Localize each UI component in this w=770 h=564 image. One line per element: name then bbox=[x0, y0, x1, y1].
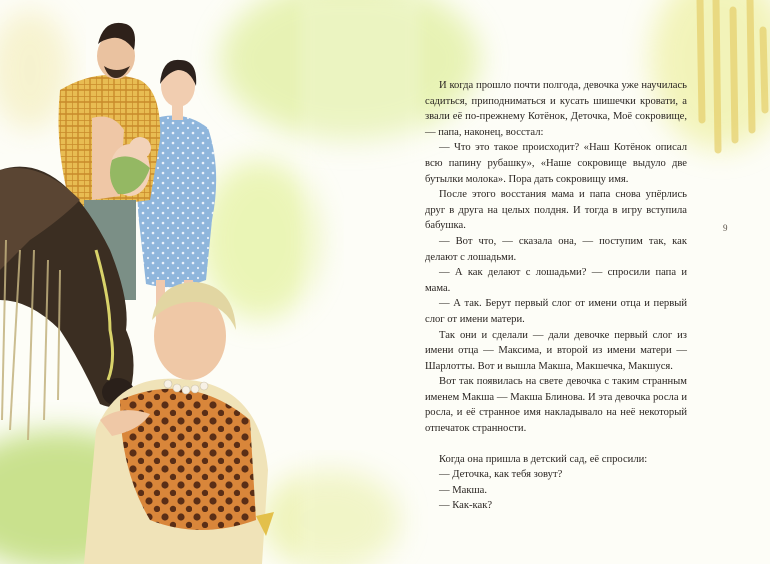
paragraph: — Что это такое происходит? «Наш Котёнок описал всю папину рубашку», «Наше сокровище выдуло две бутылки молока». Пора дать сокровищу имя. bbox=[425, 142, 687, 185]
paragraph: Вот так появилась на свете девочка с таким странным именем Макша — Макша Блинова. И эта девочка росла и росла, и её странное имя накладывало на неё некоторый отпечаток странности. bbox=[425, 376, 687, 435]
paragraph: — Вот что, — сказала она, — поступим так, как делают с лошадьми. bbox=[425, 235, 687, 263]
paragraph: — Макша. bbox=[439, 484, 488, 496]
story-text bbox=[425, 78, 687, 514]
paragraph: — А так. Берут первый слог от имени отца и первый слог от имени матери. bbox=[425, 298, 687, 325]
paragraph: Так они и сделали — дали девочке первый слог из имени отца — Максима, и второй из имени матери — Шарлотты. Вот и вышла Макша, Макшечка, Макшуся. bbox=[425, 329, 687, 372]
paragraph: — Деточка, как тебя зовут? bbox=[439, 469, 563, 481]
paragraph: — А как делают с лошадьми? — спросили папа и мама. bbox=[425, 267, 687, 294]
paragraph: Когда она пришла в детский сад, её спросили: bbox=[439, 453, 648, 465]
paragraph: После этого восстания мама и папа снова упёрлись друг в друга на целых полдня. И тогда в игру вступила бабушка. bbox=[425, 189, 687, 232]
paragraph: — Как-как? bbox=[439, 500, 493, 512]
paragraph: И когда прошло почти полгода, девочка уже научилась садиться, приподниматься и кусать шишечки кровати, а звали её по-прежнему Котёнок, Деточка, Моё сокровище, — папа, наконец, восстал: bbox=[425, 80, 687, 138]
page-number: 9 bbox=[723, 223, 728, 233]
